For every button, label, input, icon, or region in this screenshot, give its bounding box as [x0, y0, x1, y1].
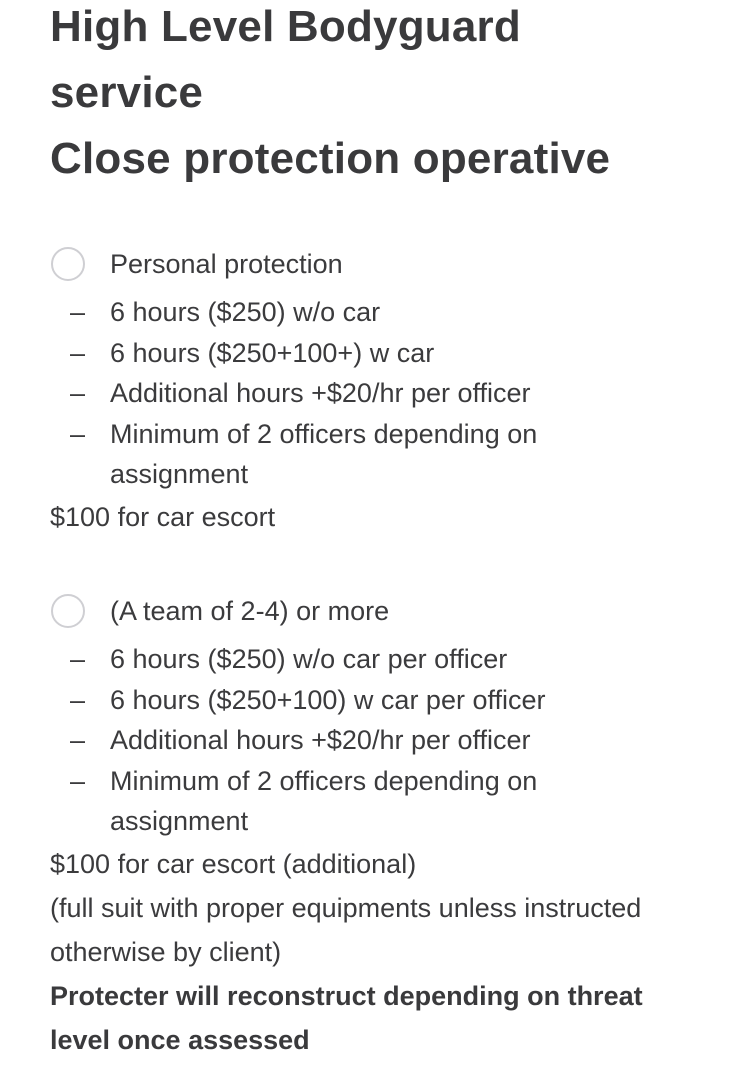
personal-protection-list: [50, 292, 740, 495]
list-item: [50, 292, 740, 333]
dash-bullet-icon: –: [70, 684, 86, 715]
suit-note-line-1: (full suit with proper equipments unless instructed: [50, 892, 642, 923]
list-item-text: Minimum of 2 officers depending on: [110, 765, 538, 796]
car-escort-note: $100 for car escort: [50, 501, 276, 532]
radio-button-personal-protection[interactable]: [51, 247, 85, 281]
page-title: [50, 0, 730, 192]
list-item-text: Additional hours +$20/hr per officer: [110, 378, 531, 408]
threat-note-line-1: Protecter will reconstruct depending on threat: [50, 980, 643, 1011]
option-label-personal-protection: Personal protection: [110, 249, 343, 279]
dash-bullet-icon: –: [70, 337, 86, 368]
list-item-text-continued: assignment: [110, 459, 249, 489]
list-item: [50, 680, 740, 721]
list-item: [50, 639, 740, 680]
dash-bullet-icon: –: [70, 418, 86, 449]
list-item: [50, 720, 740, 761]
list-item-text: Additional hours +$20/hr per officer: [110, 725, 531, 755]
dash-bullet-icon: –: [70, 644, 86, 674]
list-item: [50, 761, 740, 842]
title-line-1: High Level Bodyguard: [50, 2, 521, 51]
list-item-text: 6 hours ($250) w/o car per officer: [110, 644, 508, 674]
car-escort-note: $100 for car escort (additional): [50, 848, 417, 879]
team-list: [50, 639, 740, 842]
dash-bullet-icon: –: [70, 765, 86, 796]
title-line-2: service: [50, 68, 204, 117]
list-item-text: 6 hours ($250+100+) w car: [110, 337, 435, 368]
list-item-text-continued: assignment: [110, 806, 249, 836]
suit-note-line-2: otherwise by client): [50, 936, 282, 967]
title-line-3: Close protection operative: [50, 134, 611, 183]
option-personal-protection[interactable]: [50, 245, 740, 285]
list-item-text: Minimum of 2 officers depending on: [110, 418, 538, 449]
option-team[interactable]: [50, 592, 740, 632]
list-item: [50, 333, 740, 374]
dash-bullet-icon: –: [70, 378, 86, 408]
list-item-text: 6 hours ($250+100) w car per officer: [110, 684, 546, 715]
option-label-team: (A team of 2-4) or more: [110, 596, 390, 626]
list-item: [50, 414, 740, 495]
dash-bullet-icon: –: [70, 725, 86, 755]
list-item-text: 6 hours ($250) w/o car: [110, 297, 381, 327]
threat-note-line-2: level once assessed: [50, 1024, 310, 1055]
list-item: [50, 373, 740, 414]
section-team: [50, 592, 740, 1062]
section-personal-protection: [50, 245, 740, 539]
radio-button-team[interactable]: [51, 594, 85, 628]
dash-bullet-icon: –: [70, 297, 86, 327]
